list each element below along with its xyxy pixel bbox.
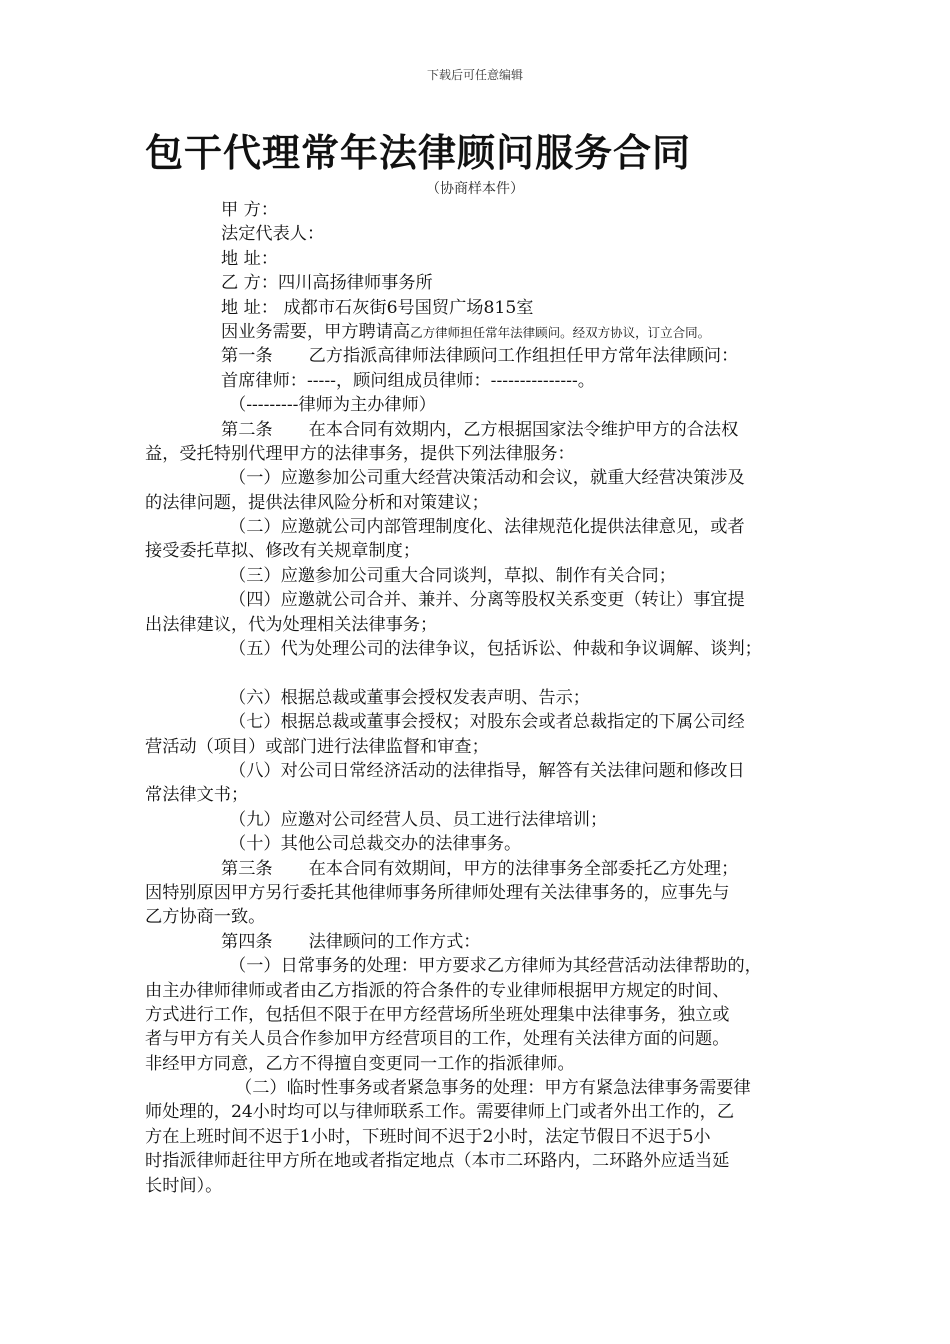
intro-small: 乙方律师担任常年法律顾问。经双方协议，订立合同。	[410, 324, 711, 340]
article-4-p1d: 者与甲方有关人员合作参加甲方经营项目的工作，处理有关法律方面的问题。	[145, 1029, 730, 1050]
article-4-p2b: 师处理的，24小时均可以与律师联系工作。需要律师上门或者外出工作的，乙	[145, 1102, 735, 1123]
article-4-p2e: 长时间）。	[145, 1175, 223, 1196]
document-body	[145, 198, 805, 1198]
article-1-text: 乙方指派高律师法律顾问工作组担任甲方常年法律顾问：	[308, 346, 739, 367]
address-b-line: 地 址： 成都市石灰街6号国贸广场815室	[221, 297, 534, 318]
blank-line	[145, 661, 805, 685]
article-1-heading: 第一条	[221, 346, 273, 367]
article-4-p2c: 方在上班时间不迟于1小时，下班时间不迟于2小时，法定节假日不迟于5小	[145, 1126, 711, 1147]
article-3-heading: 第三条	[221, 858, 273, 879]
article-4-p2d: 时指派律师赶往甲方所在地或者指定地点（本市二环路内，二环路外应适当延	[145, 1151, 730, 1172]
article-3-cont-1: 因特别原因甲方另行委托其他律师事务所律师处理有关法律事务的，应事先与	[145, 882, 730, 903]
intro-line	[145, 320, 805, 344]
article-2-heading: 第二条	[221, 419, 273, 440]
article-1-lead-lawyer: （---------律师为主办律师）	[229, 395, 436, 416]
article-2-item-6: （六）根据总裁或董事会授权发表声明、告示；	[229, 687, 590, 708]
address-a-line: 地 址：	[221, 248, 279, 269]
article-3-cont-2: 乙方协商一致。	[145, 907, 266, 928]
document-title: 包干代理常年法律顾问服务合同	[145, 131, 692, 175]
article-2-text: 在本合同有效期内，乙方根据国家法令维护甲方的合法权	[308, 419, 739, 440]
legal-rep-line: 法定代表人：	[221, 224, 325, 245]
article-4-p1a: （一）日常事务的处理：甲方要求乙方律师为其经营活动法律帮助的，	[229, 956, 762, 977]
article-2-item-7a: （七）根据总裁或董事会授权；对股东会或者总裁指定的下属公司经	[229, 712, 745, 733]
intro-main: 因业务需要，甲方聘请高	[221, 321, 411, 342]
article-2-item-7b: 营活动（项目）或部门进行法律监督和审查；	[145, 736, 489, 757]
article-4-p2a: （二）临时性事务或者紧急事务的处理：甲方有紧急法律事务需要律	[235, 1078, 751, 1099]
article-2-item-4b: 出法律建议，代为处理相关法律事务；	[145, 614, 438, 635]
article-2-item-1a: （一）应邀参加公司重大经营决策活动和会议，就重大经营决策涉及	[229, 468, 745, 489]
article-1-line	[145, 344, 805, 368]
party-b-line: 乙 方：四川高扬律师事务所	[221, 273, 433, 294]
article-2-item-5: （五）代为处理公司的法律争议，包括诉讼、仲裁和争议调解、谈判；	[229, 639, 762, 660]
article-2-item-3: （三）应邀参加公司重大合同谈判，草拟、制作有关合同；	[229, 565, 676, 586]
article-4-p1e: 非经甲方同意，乙方不得擅自变更同一工作的指派律师。	[145, 1053, 575, 1074]
article-2-item-2a: （二）应邀就公司内部管理制度化、法律规范化提供法律意见，或者	[229, 517, 745, 538]
article-2-item-2b: 接受委托草拟、修改有关规章制度；	[145, 541, 421, 562]
article-2-item-1b: 的法律问题，提供法律风险分析和对策建议；	[145, 492, 489, 513]
article-2-item-10: （十）其他公司总裁交办的法律事务。	[229, 834, 522, 855]
document-subtitle: （协商样本件）	[426, 181, 524, 197]
header-note: 下载后可任意编辑	[426, 68, 523, 82]
article-4-p1b: 由主办律师律师或者由乙方指派的符合条件的专业律师根据甲方规定的时间、	[145, 980, 730, 1001]
article-4-text: 法律顾问的工作方式：	[308, 931, 481, 952]
article-3-line	[145, 857, 805, 881]
article-4-line	[145, 930, 805, 954]
article-2-item-9: （九）应邀对公司经营人员、员工进行法律培训；	[229, 809, 608, 830]
article-3-text: 在本合同有效期间，甲方的法律事务全部委托乙方处理；	[308, 858, 739, 879]
article-4-heading: 第四条	[221, 931, 273, 952]
article-1-lawyers: 首席律师：-----，顾问组成员律师：---------------。	[221, 370, 595, 391]
article-2-cont: 益，受托特别代理甲方的法律事务，提供下列法律服务：	[145, 443, 575, 464]
party-a-line: 甲 方：	[221, 200, 279, 220]
article-2-item-8a: （八）对公司日常经济活动的法律指导，解答有关法律问题和修改日	[229, 760, 745, 781]
article-2-line	[145, 418, 805, 442]
article-2-item-4a: （四）应邀就公司合并、兼并、分离等股权关系变更（转让）事宜提	[229, 590, 745, 611]
article-2-item-8b: 常法律文书；	[145, 785, 249, 806]
article-4-p1c: 方式进行工作，包括但不限于在甲方经营场所坐班处理集中法律事务，独立或	[145, 1004, 730, 1025]
